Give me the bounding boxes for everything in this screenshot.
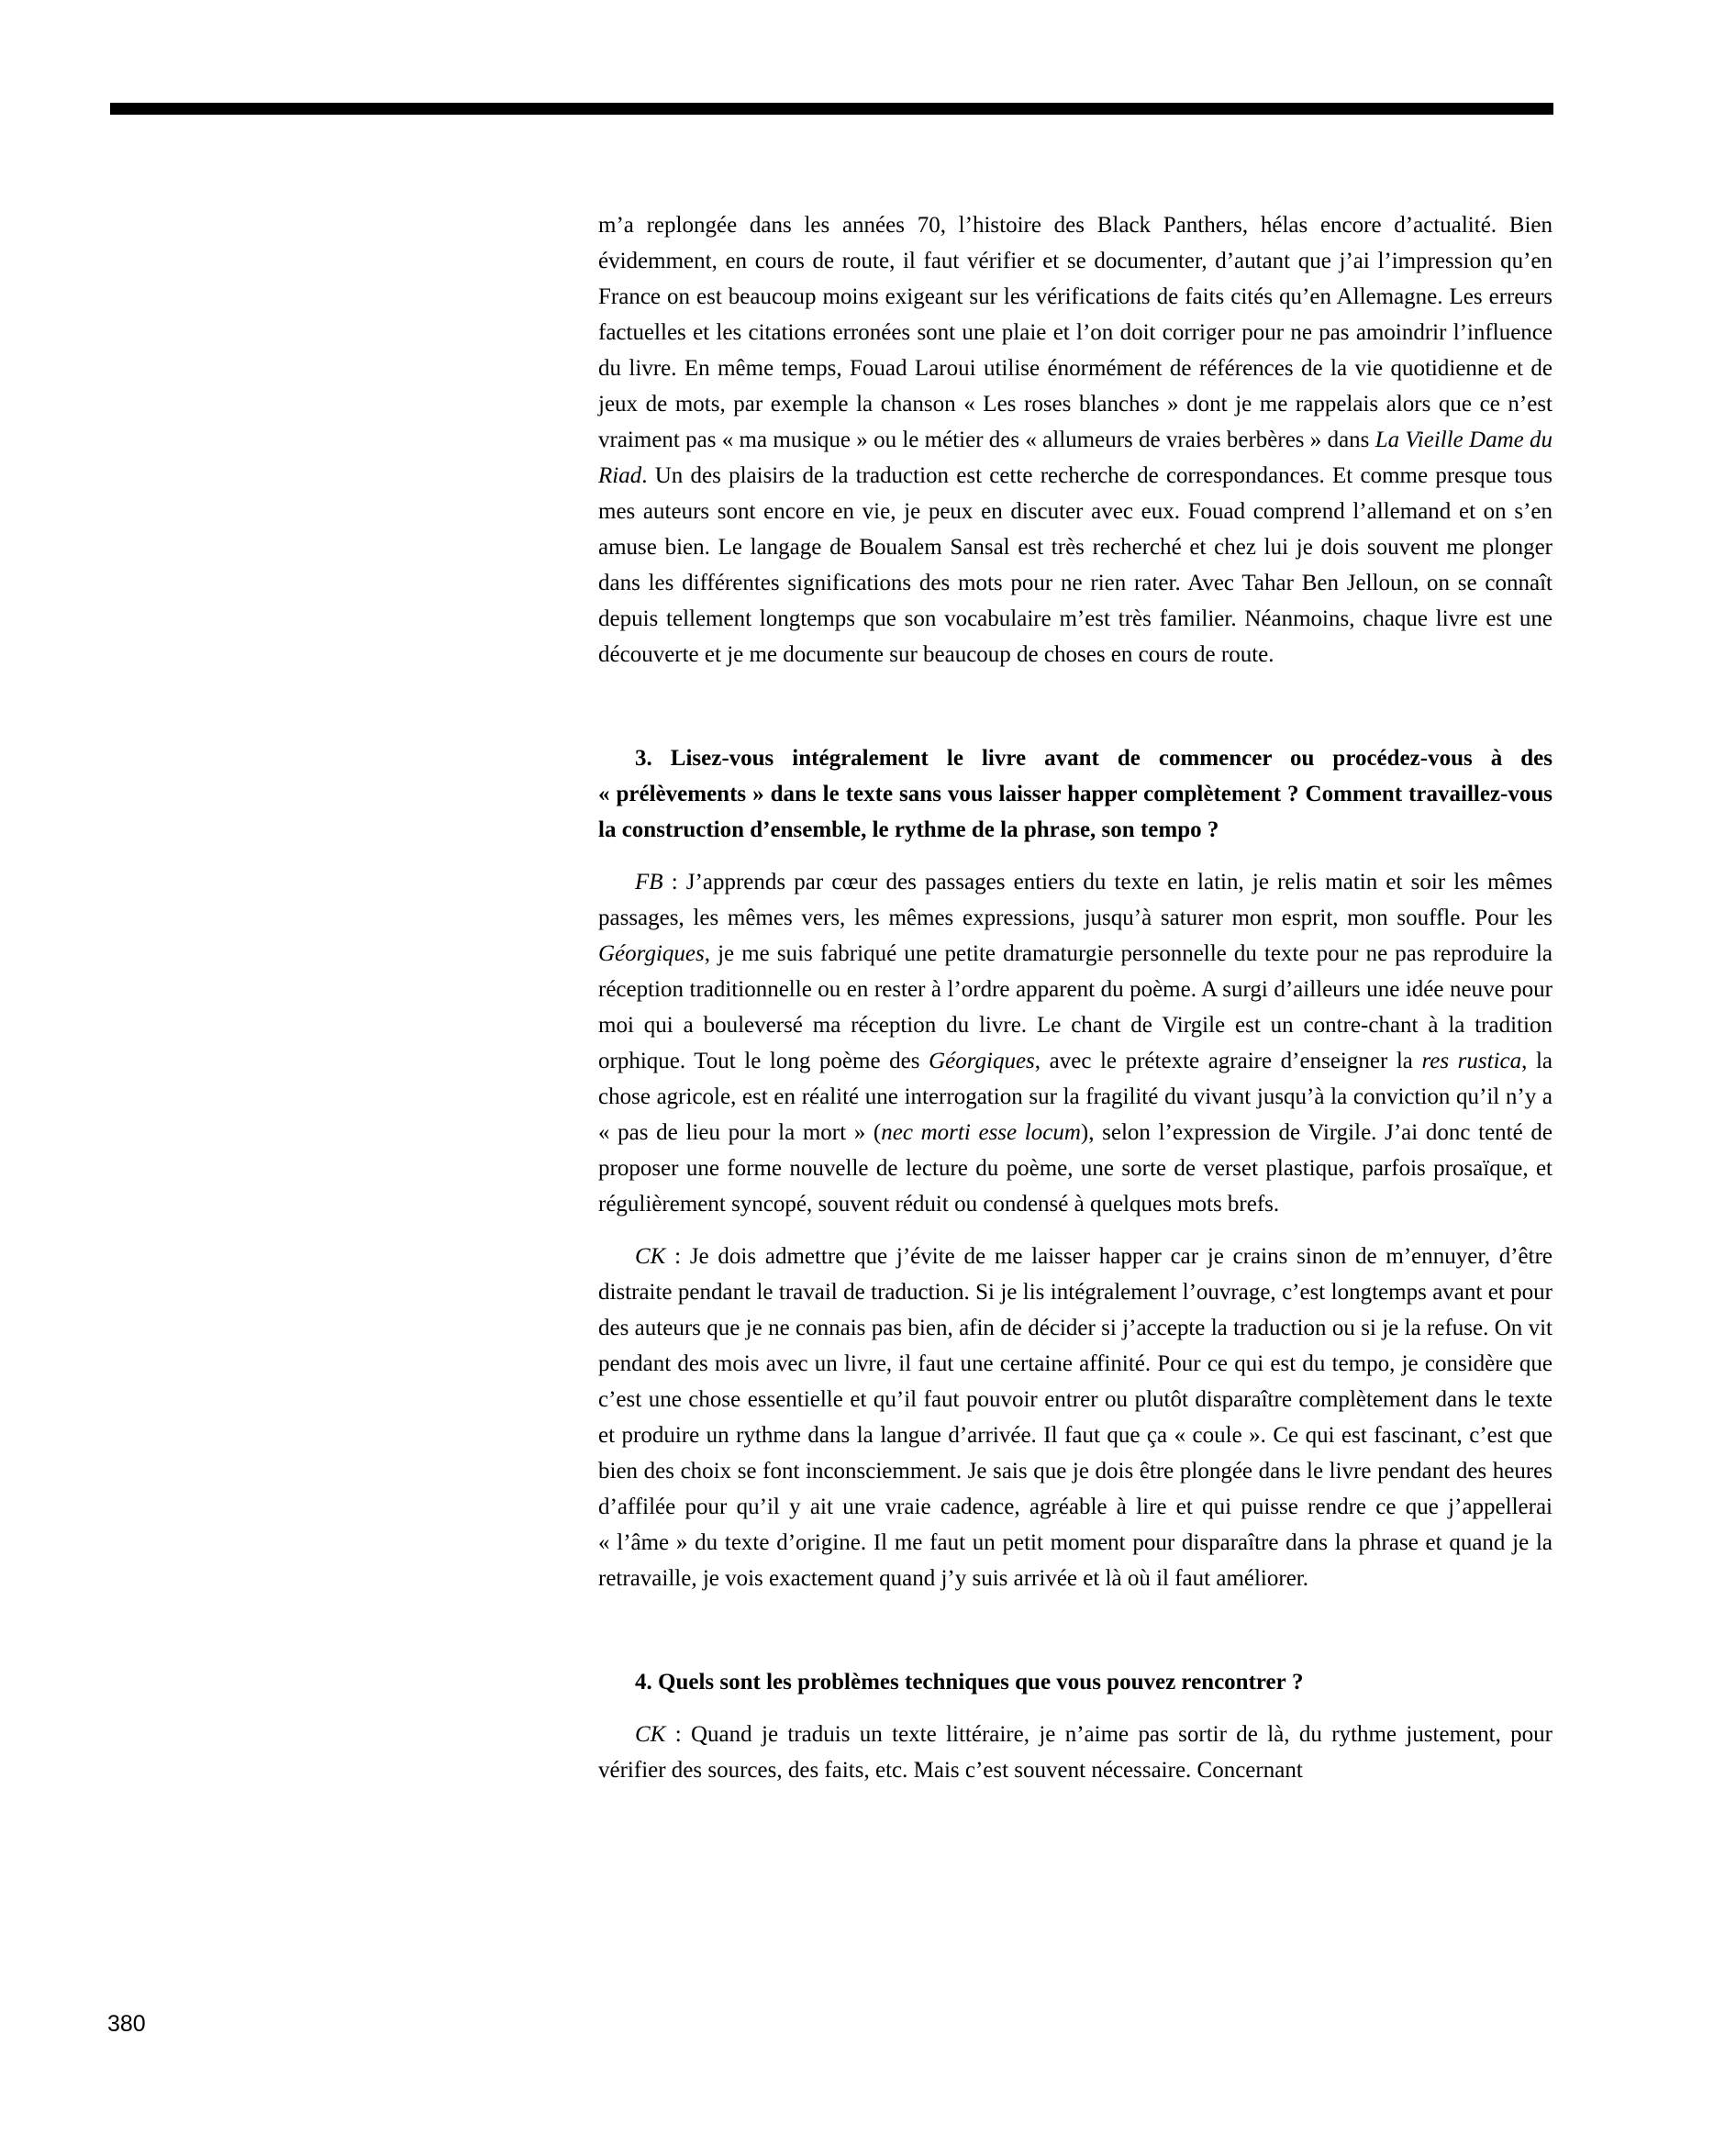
- italic-text-run: res rustica: [1421, 1049, 1522, 1073]
- text-run: : Je dois admettre que j’évite de me laisser happer car je crains sinon de m’ennuyer, d’être distraite pendant le travail de traduction. Si je lis intégralement l’ouvrage, c’est longtemps avant et pour des auteurs que je ne connais pas bien, afin de décider si j’accepte la traduction ou si je la refuse. On vit pendant des mois avec un livre, il faut une certaine affinité. Pour ce qui est du tempo, je considère que c’est une chose essentielle et qu’il faut pouvoir entrer ou plutôt disparaître complètement dans le texte et produire un rythme dans la langue d’arrivée. Il faut que ça « coule ». Ce qui est fascinant, c’est que bien des choix se font inconsciemment. Je sais que je dois être plongée dans le livre pendant des heures d’affilée pour qu’il y ait une vraie cadence, agréable à lire et qui puisse rendre ce que j’appellerai « l’âme » du texte d’origine. Il me faut un petit moment pour disparaître dans la phrase et quand je la retravaille, je vois exactement quand j’y suis arrivée et là où il faut améliorer.: [598, 1244, 1552, 1591]
- text-run: , la chose agricole, est en réalité une interrogation sur la fragilité du vivant jusqu’à la conviction qu’il n’y a « pas de lieu pour la mort » (: [598, 1049, 1552, 1145]
- paragraph-continuation: [598, 207, 1552, 672]
- italic-text-run: CK: [635, 1722, 666, 1747]
- answer-ck-continued: [598, 1717, 1552, 1788]
- italic-text-run: nec morti esse locum: [881, 1120, 1081, 1145]
- italic-text-run: Géorgiques: [929, 1049, 1035, 1073]
- answer-ck: [598, 1239, 1552, 1596]
- answer-fb: [598, 864, 1552, 1222]
- text-run: : J’apprends par cœur des passages entiers du texte en latin, je relis matin et soir les mêmes passages, les mêmes vers, les mêmes expressions, jusqu’à saturer mon esprit, mon souffle. Pour les: [598, 870, 1552, 930]
- text-run: , avec le prétexte agraire d’enseigner la: [1034, 1049, 1422, 1073]
- text-run: , je me suis fabriqué une petite dramaturgie personnelle du texte pour ne pas reproduire la réception traditionnelle ou en rester à l’ordre apparent du poème. A surgi d’ailleurs une idée neuve pour moi qui a bouleversé ma réception du livre. Le chant de Virgile est un contre-chant à la tradition orphique. Tout le long poème des: [598, 941, 1552, 1073]
- italic-text-run: FB: [635, 870, 663, 895]
- italic-text-run: La Vieille Dame du Riad: [598, 428, 1553, 488]
- italic-text-run: CK: [635, 1244, 666, 1269]
- header-rule: [110, 103, 1553, 115]
- text-run: 4. Quels sont les problèmes techniques que vous pouvez rencontrer ?: [635, 1670, 1304, 1695]
- text-run: m’a replongée dans les années 70, l’histoire des Black Panthers, hélas encore d’actualité. Bien évidemment, en cours de route, il faut vérifier et se documenter, d’autant que j’ai l’impression qu’en France on est beaucoup moins exigeant sur les vérifications de faits cités qu’en Allemagne. Les erreurs factuelles et les citations erronées sont une plaie et l’on doit corriger pour ne pas amoindrir l’influence du livre. En même temps, Fouad Laroui utilise énormément de références de la vie quotidienne et de jeux de mots, par exemple la chanson « Les roses blanches » dont je me rappelais alors que ce n’est vraiment pas « ma musique » ou le métier des « allumeurs de vraies berbères » dans: [598, 213, 1552, 452]
- text-run: ), selon l’expression de Virgile. J’ai donc tenté de proposer une forme nouvelle de lecture du poème, une sorte de verset plastique, parfois prosaïque, et régulièrement syncopé, souvent réduit ou condensé à quelques mots brefs.: [598, 1120, 1552, 1217]
- italic-text-run: Géorgiques: [598, 941, 705, 966]
- text-column: [598, 207, 1552, 1788]
- text-run: : Quand je traduis un texte littéraire, je n’aime pas sortir de là, du rythme justement, pour vérifier des sources, des faits, etc. Mais c’est souvent nécessaire. Concernant: [598, 1722, 1552, 1783]
- question-4-heading: [598, 1664, 1552, 1700]
- question-3-heading: [598, 740, 1552, 848]
- text-run: 3. Lisez-vous intégralement le livre avant de commencer ou procédez-vous à des « prélèvements » dans le texte sans vous laisser happer complètement ? Comment travaillez-vous la construction d’ensemble, le rythme de la phrase, son tempo ?: [598, 746, 1552, 842]
- text-run: . Un des plaisirs de la traduction est cette recherche de correspondances. Et comme presque tous mes auteurs sont encore en vie, je peux en discuter avec eux. Fouad comprend l’allemand et on s’en amuse bien. Le langage de Boualem Sansal est très recherché et chez lui je dois souvent me plonger dans les différentes significations des mots pour ne rien rater. Avec Tahar Ben Jelloun, on se connaît depuis tellement longtemps que son vocabulaire m’est très familier. Néanmoins, chaque livre est une découverte et je me documente sur beaucoup de choses en cours de route.: [598, 463, 1552, 667]
- page-number: 380: [107, 2011, 146, 2037]
